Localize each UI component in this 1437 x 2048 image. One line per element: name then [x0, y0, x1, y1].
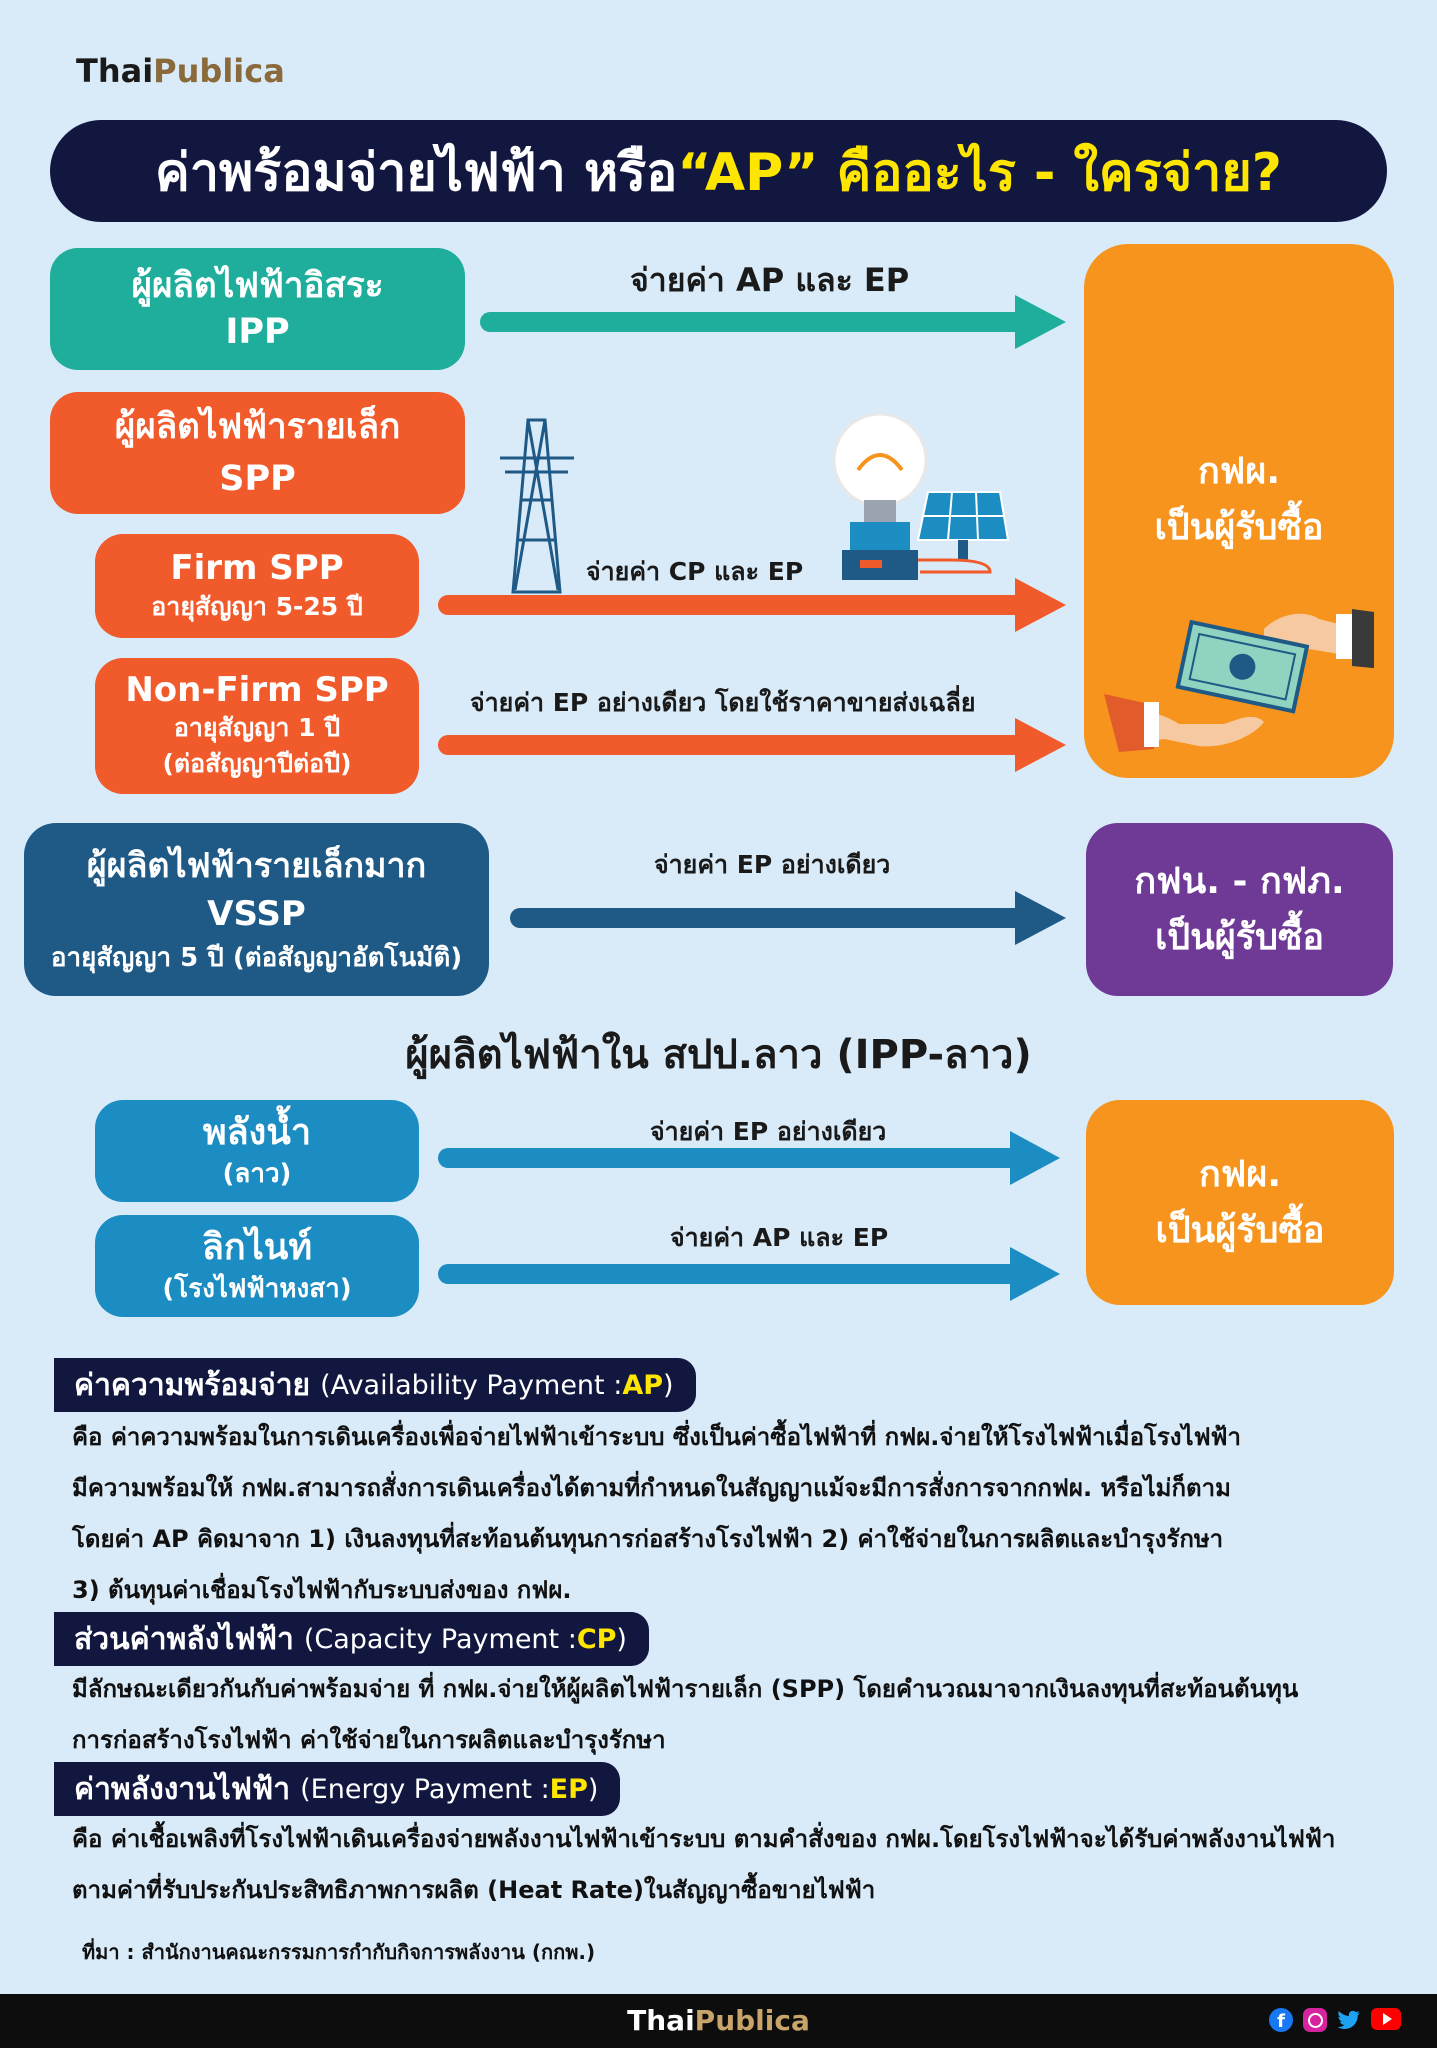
mea-pea-line1: กฟน. - กฟภ.	[1134, 860, 1345, 902]
cp-line-1: มีลักษณะเดียวกันกับค่าพร้อมจ่าย ที่ กฟผ.จ่ายให้ผู้ผลิตไฟฟ้ารายเล็ก (SPP) โดยคำนวณมาจากเงินลงทุนที่สะท้อนต้นทุน	[72, 1675, 1299, 1703]
hydro-title: พลังน้ำ	[202, 1112, 312, 1153]
source-note: ที่มา : สำนักงานคณะกรรมการกำกับกิจการพลังงาน (กกพ.)	[82, 1940, 596, 1964]
vspp-line1: ผู้ผลิตไฟฟ้ารายเล็กมาก	[86, 845, 427, 886]
laos-heading: ผู้ผลิตไฟฟ้าใน สปป.ลาว (IPP-ลาว)	[405, 1032, 1032, 1078]
cp-heading-en-prefix: (Capacity Payment :	[303, 1623, 577, 1655]
firm-spp-arrow-label: จ่ายค่า CP และ EP	[586, 557, 804, 586]
nonfirm-spp-sub1: อายุสัญญา 1 ปี	[173, 713, 341, 742]
cp-heading-en-suffix: )	[616, 1623, 627, 1655]
hydro-arrow-label: จ่ายค่า EP อย่างเดียว	[650, 1117, 887, 1146]
nonfirm-spp-sub2: (ต่อสัญญาปีต่อปี)	[162, 749, 352, 778]
ep-heading-en-prefix: (Energy Payment :	[300, 1773, 550, 1805]
ap-line-1: คือ ค่าความพร้อมในการเดินเครื่องเพื่อจ่ายไฟฟ้าเข้าระบบ ซึ่งเป็นค่าซื้อไฟฟ้าที่ กฟผ.จ่ายให้โรงไฟฟ้าเมื่อโรงไฟฟ้า	[72, 1423, 1242, 1451]
facebook-icon[interactable]: f	[1269, 2008, 1293, 2032]
power-tower-icon	[500, 420, 574, 592]
firm-spp-title: Firm SPP	[170, 548, 344, 588]
lignite-sub: (โรงไฟฟ้าหงสา)	[162, 1274, 352, 1304]
ep-definition-text	[72, 1814, 1392, 1916]
twitter-icon[interactable]	[1337, 2008, 1361, 2032]
ap-line-4: 3) ต้นทุนค่าเชื่อมโรงไฟฟ้ากับระบบส่งของ กฟผ.	[72, 1576, 572, 1604]
light-bulb-icon	[834, 414, 926, 580]
lignite-arrow-label: จ่ายค่า AP และ EP	[670, 1223, 889, 1252]
ap-line-3: โดยค่า AP คิดมาจาก 1) เงินลงทุนที่สะท้อนต้นทุนการก่อสร้างโรงไฟฟ้า 2) ค่าใช้จ่ายในการผลิตและบำรุงรักษา	[72, 1525, 1224, 1553]
ap-heading-th: ค่าความพร้อมจ่าย	[74, 1367, 311, 1403]
vspp-arrow	[520, 891, 1066, 945]
egat-laos-line1: กฟผ.	[1198, 1153, 1282, 1195]
cp-heading-th: ส่วนค่าพลังไฟฟ้า	[74, 1621, 294, 1657]
solar-panel-icon	[918, 492, 1008, 572]
title-main: ค่าพร้อมจ่ายไฟฟ้า หรือ	[155, 142, 678, 203]
spp-line2: SPP	[219, 459, 296, 499]
ep-heading-en-suffix: )	[587, 1773, 599, 1805]
cp-definition-text	[72, 1664, 1392, 1766]
social-icons	[1269, 2008, 1401, 2032]
ipp-arrow-label: จ่ายค่า AP และ EP	[630, 261, 910, 299]
ap-line-2: มีความพร้อมให้ กฟผ.สามารถสั่งการเดินเครื่องได้ตามที่กำหนดในสัญญาแม้จะมีการสั่งการจากกฟผ. หรือไม่ก็ตาม	[72, 1474, 1231, 1502]
footer-bar	[0, 1994, 1437, 2048]
cp-line-2: การก่อสร้างโรงไฟฟ้า ค่าใช้จ่ายในการผลิตและบำรุงรักษา	[72, 1726, 666, 1754]
nonfirm-spp-title: Non-Firm SPP	[125, 670, 389, 710]
cp-definition-heading	[54, 1612, 649, 1666]
footer-logo	[0, 2004, 1437, 2037]
nonfirm-spp-arrow	[448, 718, 1066, 772]
spp-line1: ผู้ผลิตไฟฟ้ารายเล็ก	[114, 407, 401, 447]
ap-heading-en-prefix: (Availability Payment :	[320, 1369, 623, 1401]
mea-pea-line2: เป็นผู้รับซื้อ	[1154, 916, 1325, 958]
lignite-title: ลิกไนท์	[201, 1227, 313, 1268]
vspp-sub: อายุสัญญา 5 ปี (ต่อสัญญาอัตโนมัติ)	[50, 942, 463, 973]
egat-buyer-line2: เป็นผู้รับซื้อ	[1154, 507, 1324, 548]
ep-definition-heading	[54, 1762, 620, 1816]
ep-line-2: ตามค่าที่รับประกันประสิทธิภาพการผลิต (Heat Rate)ในสัญญาซื้อขายไฟฟ้า	[72, 1876, 876, 1904]
ep-line-1: คือ ค่าเชื้อเพลิงที่โรงไฟฟ้าเดินเครื่องจ่ายพลังงานไฟฟ้าเข้าระบบ ตามคำสั่งของ กฟผ.โดยโรงไฟฟ้าจะได้รับค่าพลังงานไฟฟ้า	[72, 1825, 1336, 1853]
ap-heading-abbr: AP	[622, 1369, 663, 1401]
vspp-line2: VSSP	[207, 893, 306, 934]
nonfirm-spp-arrow-label: จ่ายค่า EP อย่างเดียว โดยใช้ราคาขายส่งเฉลี่ย	[470, 688, 976, 717]
title-highlight: “AP” คืออะไร - ใครจ่าย?	[677, 142, 1282, 203]
brand-logo-part1: Thai	[76, 52, 154, 90]
cp-heading-abbr: CP	[576, 1623, 617, 1655]
brand-logo-part2: Publica	[153, 52, 285, 90]
ap-definition-text	[72, 1412, 1392, 1616]
ap-heading-en-suffix: )	[663, 1369, 674, 1401]
footer-logo-part2: Publica	[694, 2004, 810, 2037]
instagram-icon[interactable]	[1303, 2008, 1327, 2032]
hydro-sub: (ลาว)	[222, 1159, 292, 1189]
firm-spp-sub: อายุสัญญา 5-25 ปี	[151, 592, 363, 621]
ep-heading-th: ค่าพลังงานไฟฟ้า	[74, 1771, 291, 1807]
ipp-line1: ผู้ผลิตไฟฟ้าอิสระ	[131, 266, 384, 306]
ipp-line2: IPP	[225, 312, 290, 352]
youtube-icon[interactable]	[1371, 2008, 1401, 2030]
egat-buyer-line1: กฟผ.	[1197, 451, 1281, 492]
egat-laos-line2: เป็นผู้รับซื้อ	[1155, 1209, 1325, 1251]
vspp-arrow-label: จ่ายค่า EP อย่างเดียว	[654, 850, 891, 879]
ap-definition-heading	[54, 1358, 696, 1412]
footer-logo-part1: Thai	[627, 2004, 695, 2037]
ep-heading-abbr: EP	[549, 1773, 588, 1805]
